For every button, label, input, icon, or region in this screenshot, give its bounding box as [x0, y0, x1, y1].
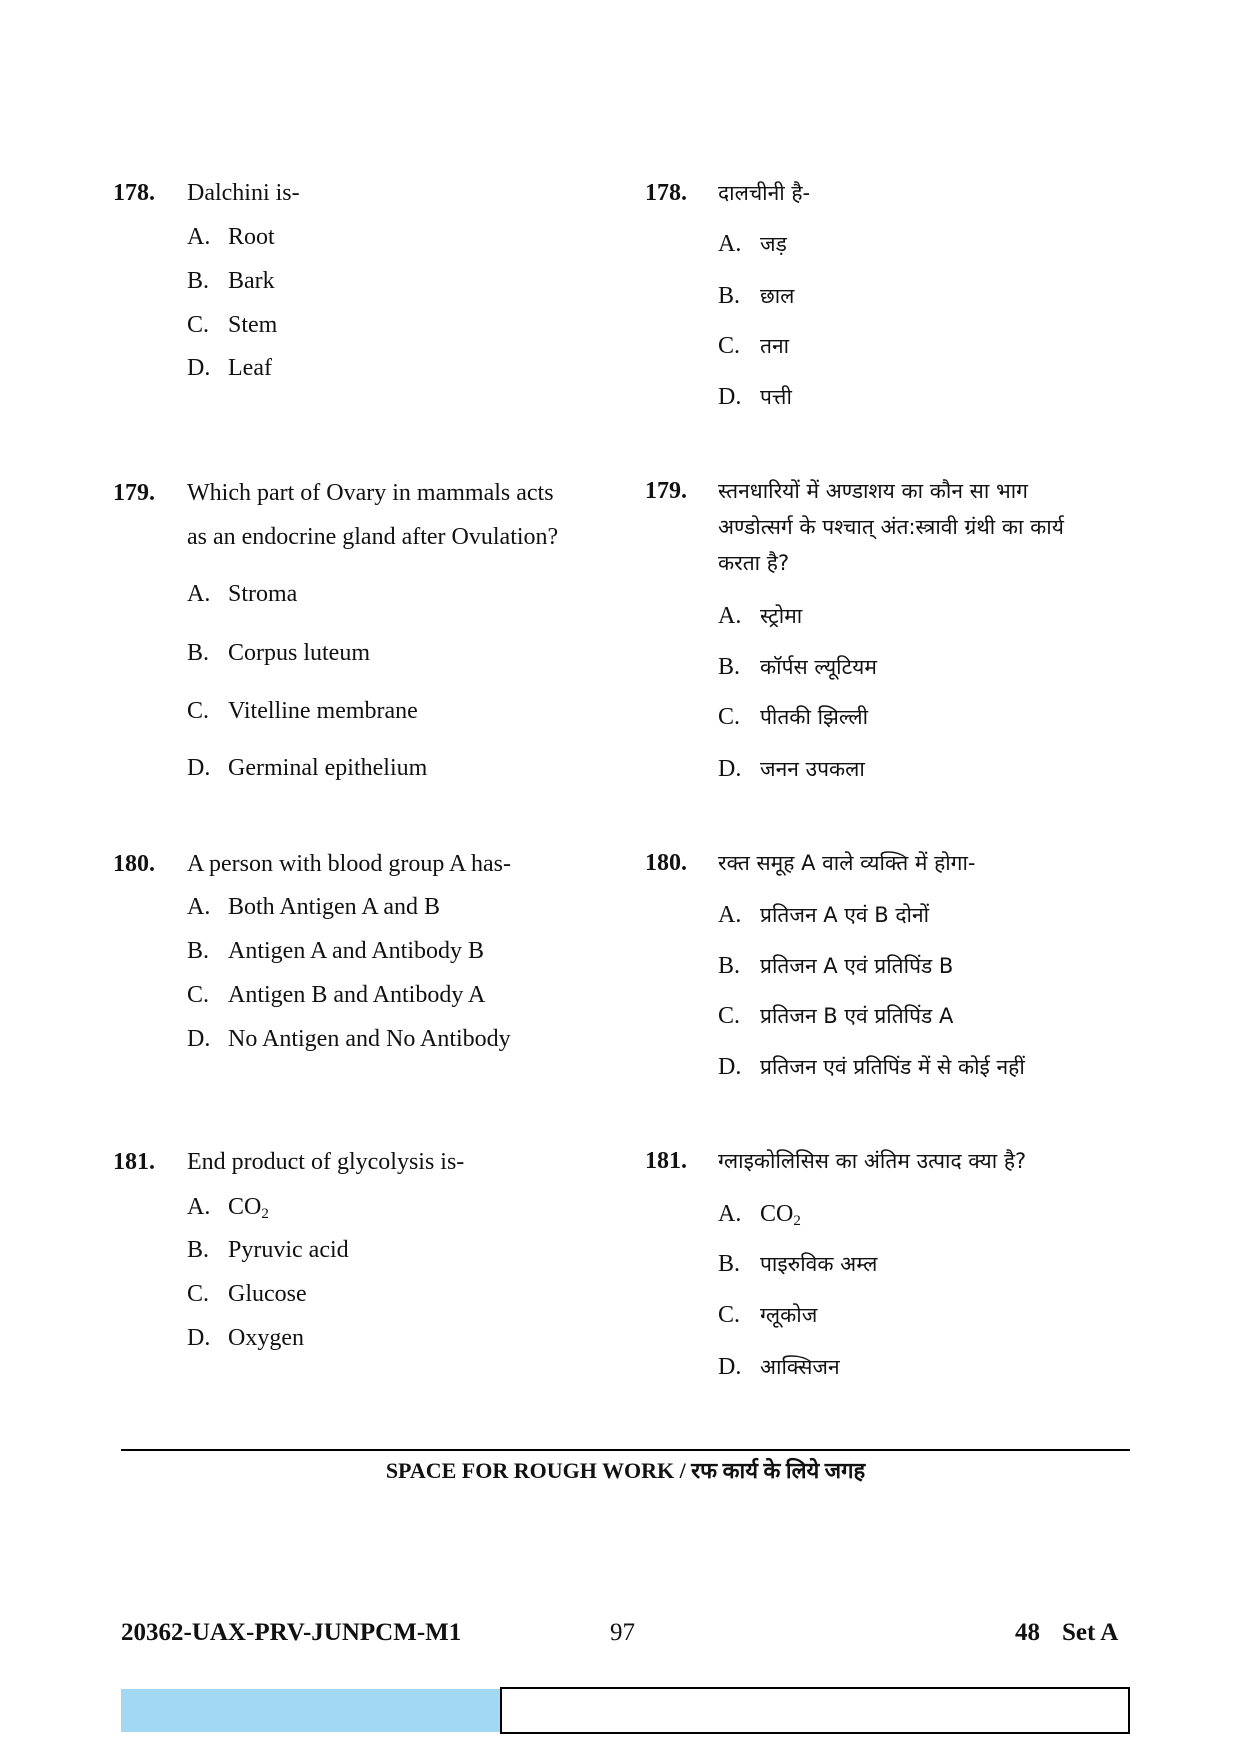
option-letter: A.: [718, 603, 742, 629]
option-text: [228, 1192, 269, 1222]
option-label: Bark: [228, 268, 275, 294]
option-label: ग्लूकोज: [760, 1303, 818, 1327]
option-label: CO: [228, 1194, 262, 1220]
set-label: Set A: [1062, 1619, 1119, 1646]
option-text: [228, 696, 418, 726]
question-text-en: Which part of Ovary in mammals acts: [187, 480, 554, 506]
option-label: प्रतिजन एवं प्रतिपिंड में से कोई नहीं: [760, 1055, 1025, 1079]
option-letter: C.: [718, 704, 741, 730]
option-label: जनन उपकला: [760, 757, 865, 781]
option-letter: B.: [187, 938, 210, 964]
question-number-hi: 179.: [645, 478, 687, 504]
option-letter: B.: [718, 283, 741, 309]
question-text-en: A person with blood group A has-: [187, 851, 511, 877]
option-text: [228, 353, 272, 383]
option-text: [228, 1235, 349, 1265]
option-text: [760, 754, 865, 784]
question-number-hi: 180.: [645, 850, 687, 876]
question-text-en: Dalchini is-: [187, 180, 300, 206]
option-letter: C.: [187, 1281, 210, 1307]
option-text: [760, 652, 877, 682]
option-label: Antigen B and Antibody A: [228, 982, 486, 1008]
option-letter: C.: [187, 698, 210, 724]
question-text-hi: स्तनधारियों में अण्डाशय का कौन सा भाग: [718, 479, 1029, 503]
option-text: [760, 331, 789, 361]
option-text: [228, 980, 485, 1010]
option-text: [228, 753, 427, 783]
option-text: [760, 1199, 801, 1229]
option-text: [760, 900, 929, 930]
option-letter: C.: [187, 982, 210, 1008]
option-label: Pyruvic acid: [228, 1237, 349, 1263]
set-number: 48: [1015, 1619, 1040, 1646]
option-label: Vitelline membrane: [228, 698, 418, 724]
option-letter: C.: [718, 333, 741, 359]
question-text-hi: रक्त समूह A वाले व्यक्ति में होगा-: [718, 851, 976, 875]
option-label: Leaf: [228, 355, 272, 381]
option-text: [760, 601, 802, 631]
option-text: [760, 1001, 953, 1031]
option-letter: B.: [187, 640, 210, 666]
option-letter: D.: [187, 355, 211, 381]
option-label: Root: [228, 224, 275, 250]
option-text: [760, 382, 792, 412]
option-letter: B.: [718, 953, 741, 979]
option-text: [228, 1323, 304, 1353]
option-text: [760, 702, 868, 732]
option-letter: B.: [187, 1237, 210, 1263]
option-label: Both Antigen A and B: [228, 894, 441, 920]
option-label: पाइरुविक अम्ल: [760, 1252, 878, 1276]
option-letter: D.: [718, 1354, 742, 1380]
option-letter: A.: [718, 902, 742, 928]
option-label: स्ट्रोमा: [760, 604, 803, 628]
option-letter: D.: [187, 755, 211, 781]
option-letter: D.: [718, 1054, 742, 1080]
option-text: [760, 1300, 817, 1330]
option-label: Glucose: [228, 1281, 307, 1307]
option-text: [760, 951, 953, 981]
rough-work-heading: SPACE FOR ROUGH WORK / रफ कार्य के लिये जगह: [385, 1458, 866, 1483]
option-letter: A.: [718, 1201, 742, 1227]
question-text-hi: अण्डोत्सर्ग के पश्चात् अंत:स्त्रावी ग्रंथी का कार्य: [718, 515, 1064, 539]
question-number-hi: 181.: [645, 1148, 687, 1174]
option-letter: C.: [718, 1302, 741, 1328]
option-text: [760, 1052, 1025, 1082]
option-label: पीतकी झिल्ली: [760, 705, 869, 729]
option-label: छाल: [760, 284, 795, 308]
option-text: [228, 1279, 307, 1309]
option-letter: A.: [187, 224, 211, 250]
option-text: [228, 638, 370, 668]
option-label: Oxygen: [228, 1325, 304, 1351]
option-letter: B.: [187, 268, 210, 294]
option-label: जड़: [760, 232, 787, 256]
option-text: [760, 1352, 840, 1382]
option-label: आक्सिजन: [760, 1355, 840, 1379]
option-subscript: 2: [793, 1213, 801, 1229]
paper-code: 20362-UAX-PRV-JUNPCM-M1: [121, 1619, 462, 1646]
option-letter: D.: [718, 756, 742, 782]
option-label: कॉर्पस ल्यूटियम: [760, 655, 877, 679]
option-text: [228, 310, 277, 340]
page-number: 97: [610, 1619, 635, 1646]
question-text-hi: ग्लाइकोलिसिस का अंतिम उत्पाद क्या है?: [718, 1149, 1027, 1173]
option-label: प्रतिजन A एवं प्रतिपिंड B: [760, 954, 954, 978]
option-letter: D.: [187, 1026, 211, 1052]
option-letter: A.: [187, 894, 211, 920]
option-text: [228, 1024, 511, 1054]
question-number-hi: 178.: [645, 180, 687, 206]
question-number-en: 181.: [113, 1149, 155, 1175]
option-letter: B.: [718, 654, 741, 680]
option-letter: C.: [187, 312, 210, 338]
option-label: CO: [760, 1201, 794, 1227]
footer-color-band: [121, 1689, 500, 1732]
question-text-hi: करता है?: [718, 551, 790, 575]
option-letter: B.: [718, 1251, 741, 1277]
option-text: [228, 892, 440, 922]
option-label: Stroma: [228, 581, 298, 607]
option-text: [228, 579, 297, 609]
option-label: No Antigen and No Antibody: [228, 1026, 511, 1052]
question-number-en: 179.: [113, 480, 155, 506]
option-letter: A.: [187, 581, 211, 607]
question-number-en: 180.: [113, 851, 155, 877]
option-label: Corpus luteum: [228, 640, 370, 666]
option-label: Stem: [228, 312, 278, 338]
option-letter: A.: [187, 1194, 211, 1220]
question-text-hi: दालचीनी है-: [718, 181, 811, 205]
question-text-en: as an endocrine gland after Ovulation?: [187, 524, 559, 550]
option-subscript: 2: [261, 1206, 269, 1222]
option-letter: C.: [718, 1003, 741, 1029]
question-text-en: End product of glycolysis is-: [187, 1149, 465, 1175]
option-label: प्रतिजन B एवं प्रतिपिंड A: [760, 1004, 954, 1028]
option-text: [760, 1249, 877, 1279]
option-text: [228, 266, 275, 296]
option-text: [760, 229, 787, 259]
option-letter: D.: [187, 1325, 211, 1351]
option-label: Antigen A and Antibody B: [228, 938, 485, 964]
option-letter: A.: [718, 231, 742, 257]
divider-rule: [121, 1449, 1130, 1451]
option-text: [760, 281, 794, 311]
option-letter: D.: [718, 384, 742, 410]
footer-empty-box: [500, 1687, 1130, 1734]
option-label: प्रतिजन A एवं B दोनों: [760, 903, 930, 927]
question-number-en: 178.: [113, 180, 155, 206]
option-label: Germinal epithelium: [228, 755, 428, 781]
option-text: [228, 936, 484, 966]
option-text: [228, 222, 275, 252]
option-label: तना: [760, 334, 790, 358]
option-label: पत्ती: [760, 385, 792, 409]
